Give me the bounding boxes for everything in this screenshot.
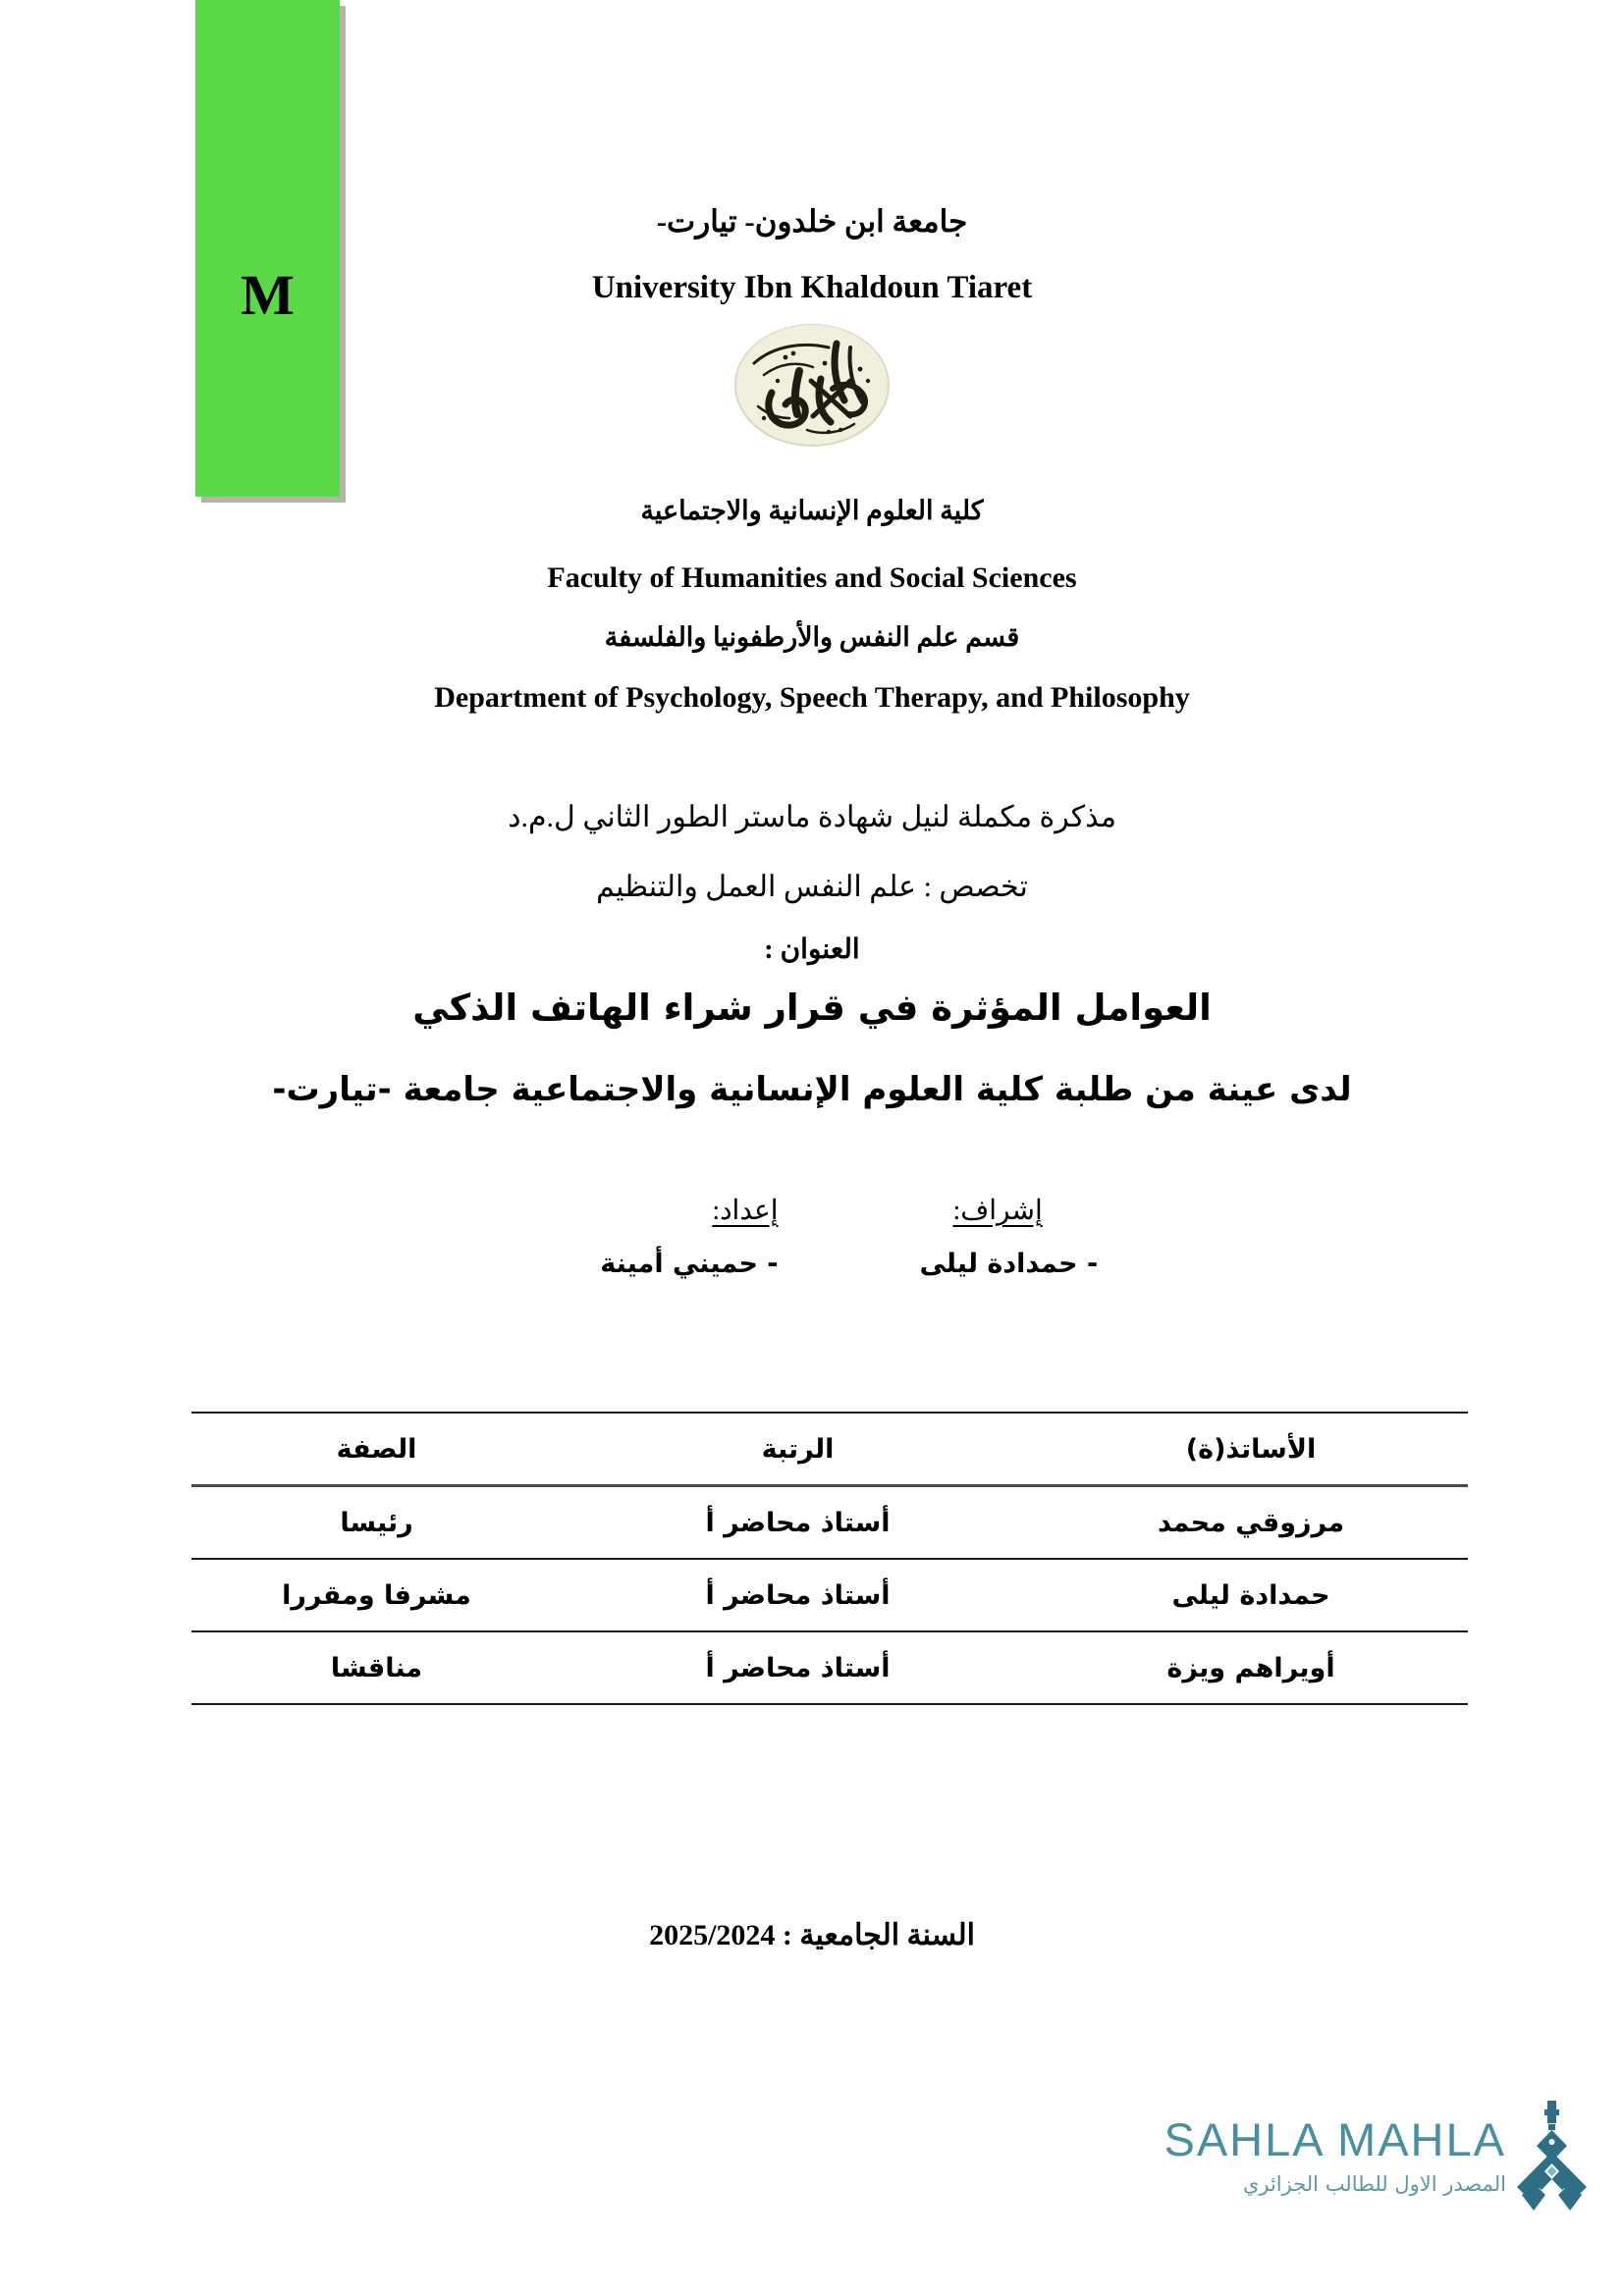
column-header-rank: الرتبة xyxy=(761,1433,835,1465)
supervised-by-name: - حمدادة ليلى xyxy=(919,1249,1099,1279)
memoir-statement: مذكرة مكملة لنيل شهادة ماستر الطور الثاني ل.م.د xyxy=(508,801,1116,833)
university-name-arabic: جامعة ابن خلدون- تيارت- xyxy=(656,204,968,239)
cell-role: مشرفا ومقررا xyxy=(282,1579,471,1611)
watermark-tagline: المصدر الاول للطالب الجزائري xyxy=(1242,2172,1506,2196)
prepared-by-label: إعداد: xyxy=(712,1196,779,1226)
faculty-name-arabic: كلية العلوم الإنسانية والاجتماعية xyxy=(640,496,984,525)
green-block-letter: M xyxy=(241,263,295,327)
cell-role: مناقشا xyxy=(330,1652,423,1683)
jury-table xyxy=(191,1412,1468,1705)
column-header-professor: الأساتذ(ة) xyxy=(1185,1433,1317,1465)
berber-diamond-logo-icon xyxy=(1510,2101,1595,2216)
column-header-role: الصفة xyxy=(336,1433,417,1465)
supervised-by-column xyxy=(844,1194,1467,1331)
university-seal-wrapper xyxy=(0,324,1624,447)
prepared-by-column xyxy=(191,1194,796,1331)
sahla-mahla-watermark xyxy=(1133,2105,1595,2237)
cell-rank: أستاذ محاضر أ xyxy=(705,1652,891,1683)
table-row xyxy=(191,1631,1468,1704)
cell-role: رئيسا xyxy=(340,1507,413,1538)
supervised-by-label: إشراف: xyxy=(952,1196,1043,1226)
department-name-english: Department of Psychology, Speech Therapy, and Philosophy xyxy=(434,681,1190,714)
table-row xyxy=(191,1559,1468,1631)
cell-rank: أستاذ محاضر أ xyxy=(705,1507,891,1538)
academic-year: السنة الجامعية : 2025/2024 xyxy=(649,1919,975,1951)
specialty-line: تخصص : علم النفس العمل والتنظيم xyxy=(596,871,1028,903)
byline-section xyxy=(191,1194,1467,1331)
title-label: العنوان : xyxy=(764,934,860,965)
faculty-name-english: Faculty of Humanities and Social Sciences xyxy=(547,561,1077,594)
department-name-arabic: قسم علم النفس والأرطفونيا والفلسفة xyxy=(604,622,1020,652)
university-seal-icon xyxy=(734,324,890,447)
cell-professor: مرزوقي محمد xyxy=(1157,1507,1345,1538)
cell-professor: أويراهم ويزة xyxy=(1166,1652,1335,1683)
cell-professor: حمدادة ليلى xyxy=(1171,1579,1330,1611)
cell-rank: أستاذ محاضر أ xyxy=(705,1579,891,1611)
thesis-title-line-2: لدى عينة من طلبة كلية العلوم الإنسانية والاجتماعية جامعة -تيارت- xyxy=(272,1070,1352,1109)
watermark-text-group xyxy=(1164,2113,1506,2196)
table-row xyxy=(191,1486,1468,1560)
table-header-row xyxy=(191,1413,1468,1486)
prepared-by-name: - حميني أمينة xyxy=(600,1249,779,1279)
thesis-title-line-1: العوامل المؤثرة في قرار شراء الهاتف الذكي xyxy=(412,987,1212,1029)
watermark-brand: SAHLA MAHLA xyxy=(1164,2113,1506,2165)
university-name-english: University Ibn Khaldoun Tiaret xyxy=(591,270,1033,305)
